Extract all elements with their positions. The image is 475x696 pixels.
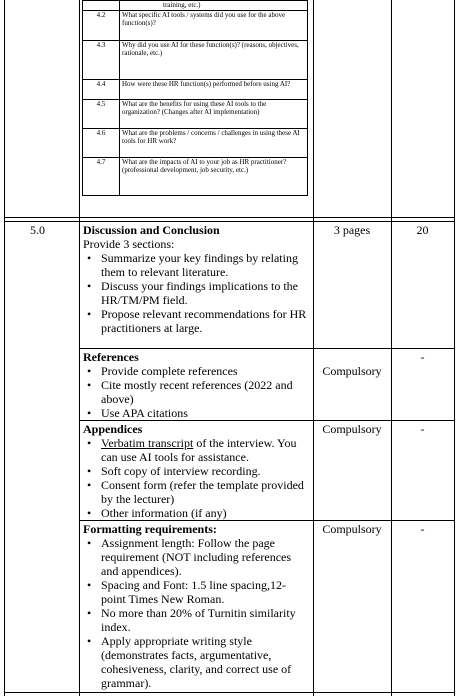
list-item: • Spacing and Font: 1.5 line spacing,12-point Times New Roman. (83, 578, 309, 606)
table-row (83, 100, 308, 129)
formatting-content (83, 522, 309, 690)
question-text: training, etc.) (120, 1, 308, 11)
list-item: • Apply appropriate writing style (demonstrates facts, argumentative, cohesiveness, clarity, and correct use of grammar). (83, 634, 309, 690)
question-number: 4.7 (83, 158, 120, 196)
page-length: Compulsory (322, 422, 382, 436)
list-item: • Use APA citations (83, 406, 309, 420)
table-row (83, 158, 308, 196)
row-border (79, 520, 454, 521)
row-border (79, 348, 454, 349)
col-border (454, 0, 455, 696)
row-border (4, 217, 454, 218)
table-row (83, 1, 308, 11)
col-border (4, 0, 5, 696)
question-text: What are the problems / concerns / challenges in using these AI tools for HR work? (120, 129, 308, 158)
row-border (4, 221, 454, 222)
question-number: 4.2 (83, 11, 120, 41)
section-title: Formatting requirements: (83, 522, 217, 536)
question-number: 4.4 (83, 80, 120, 100)
question-text: Why did you use AI for these function(s)? (reasons, objectives, rationale, etc.) (120, 41, 308, 80)
table-row (83, 11, 308, 41)
list-item: • Provide complete references (83, 364, 309, 378)
list-item: • Cite mostly recent references (2022 and above) (83, 378, 309, 406)
list-item: • Soft copy of interview recording. (83, 464, 309, 478)
section-title: Discussion and Conclusion (83, 223, 220, 237)
list-item: • Propose relevant recommendations for HR practitioners at large. (83, 307, 309, 335)
marks: - (420, 422, 425, 436)
question-text: What specific AI tools / systems did you use for the above function(s)? (120, 11, 308, 41)
page-length: Compulsory (322, 364, 382, 378)
list-item: • Consent form (refer the template provided by the lecturer) (83, 478, 309, 506)
question-text: What are the impacts of AI to your job as HR practitioner? (professional development, job security, etc.) (120, 158, 308, 196)
list-item: • Discuss your findings implications to the HR/TM/PM field. (83, 279, 309, 307)
page-length: 3 pages (333, 223, 371, 237)
question-text: How were these HR function(s) performed before using AI? (120, 80, 308, 100)
section-number: 5.0 (30, 223, 45, 237)
table-row (83, 129, 308, 158)
question-table (82, 0, 308, 196)
question-text: What are the benefits for using these AI tools to the organization? (Changes after AI implementation) (120, 100, 308, 129)
list-item: • Assignment length: Follow the page requirement (NOT including references and appendices). (83, 536, 309, 578)
list-item: • No more than 20% of Turnitin similarity index. (83, 606, 309, 634)
row-border (4, 692, 454, 693)
list-item (83, 436, 309, 464)
marks: - (420, 522, 425, 536)
list-item-text: of the interview. You can use AI tools for assistance. (101, 436, 297, 464)
section-content (83, 223, 309, 335)
section-intro: Provide 3 sections: (83, 237, 175, 251)
question-number (83, 1, 120, 11)
underlined-text: Verbatim transcript (101, 436, 194, 450)
section-title: Appendices (83, 422, 143, 436)
marks: 20 (416, 223, 429, 237)
question-number: 4.3 (83, 41, 120, 80)
page-length: Compulsory (322, 522, 382, 536)
table-row (83, 41, 308, 80)
marks: - (420, 350, 425, 364)
list-item: • Other information (if any) (83, 506, 309, 520)
question-number: 4.5 (83, 100, 120, 129)
list-item: • Summarize your key findings by relating them to relevant literature. (83, 251, 309, 279)
row-border (79, 420, 454, 421)
question-number: 4.6 (83, 129, 120, 158)
appendices-content (83, 422, 309, 520)
section-title: References (83, 350, 139, 364)
references-content (83, 350, 309, 420)
table-row (83, 80, 308, 100)
